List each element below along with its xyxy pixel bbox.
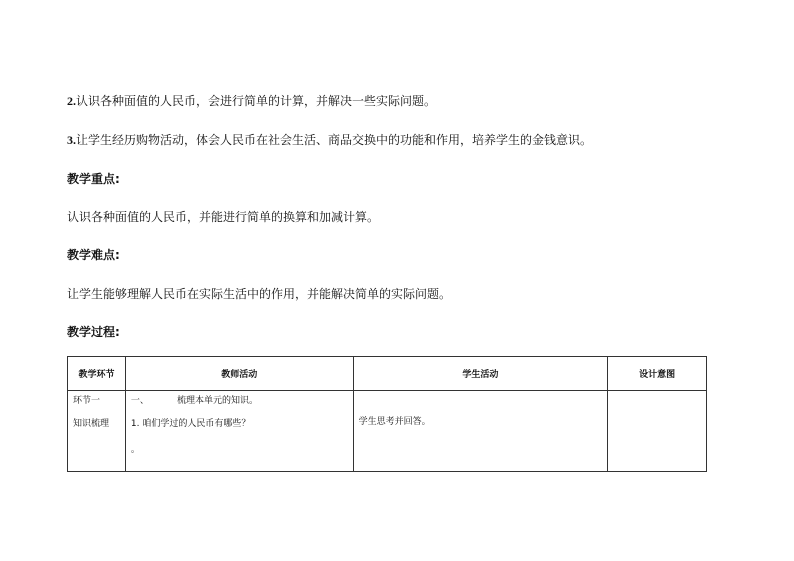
item-text: 让学生经历购物活动，体会人民币在社会生活、商品交换中的功能和作用，培养学生的金钱意识。 xyxy=(76,133,593,147)
item-text: 认识各种面值的人民币，会进行简单的计算，并解决一些实际问题。 xyxy=(76,94,437,108)
table-header-row xyxy=(68,357,707,391)
header-teacher-activity: 教师活动 xyxy=(125,357,353,391)
objective-item-2 xyxy=(67,93,436,109)
header-design-intent: 设计意图 xyxy=(608,357,707,391)
stage-line-2: 知识梳理 xyxy=(73,419,110,429)
design-intent-cell xyxy=(608,391,707,472)
header-student-activity: 学生活动 xyxy=(353,357,608,391)
section-marker: 一、 xyxy=(130,396,149,406)
student-text: 学生思考并回答。 xyxy=(358,417,431,427)
stage-cell xyxy=(68,391,126,472)
header-stage: 教学环节 xyxy=(68,357,126,391)
difficulty-heading: 教学难点: xyxy=(67,248,120,262)
teacher-activity-cell xyxy=(125,391,353,472)
teacher-line-2: 1. 咱们学过的人民币有哪些？ xyxy=(130,419,251,429)
item-number: 2. xyxy=(67,94,76,108)
objective-item-3 xyxy=(67,132,592,148)
stage-line-1: 环节一 xyxy=(73,396,101,406)
teacher-line-1 xyxy=(131,395,348,407)
student-activity-cell xyxy=(353,391,608,472)
teacher-line-3: 。 xyxy=(130,445,140,455)
key-point-heading: 教学重点: xyxy=(67,172,120,186)
item-number: 3. xyxy=(67,133,76,147)
process-heading: 教学过程: xyxy=(67,325,120,339)
teaching-process-table xyxy=(67,356,707,472)
section-title: 梳理本单元的知识。 xyxy=(176,396,258,406)
key-point-text: 认识各种面值的人民币，并能进行简单的换算和加减计算。 xyxy=(67,210,380,224)
difficulty-text: 让学生能够理解人民币在实际生活中的作用，并能解决简单的实际问题。 xyxy=(67,287,452,301)
table-row xyxy=(68,391,707,472)
